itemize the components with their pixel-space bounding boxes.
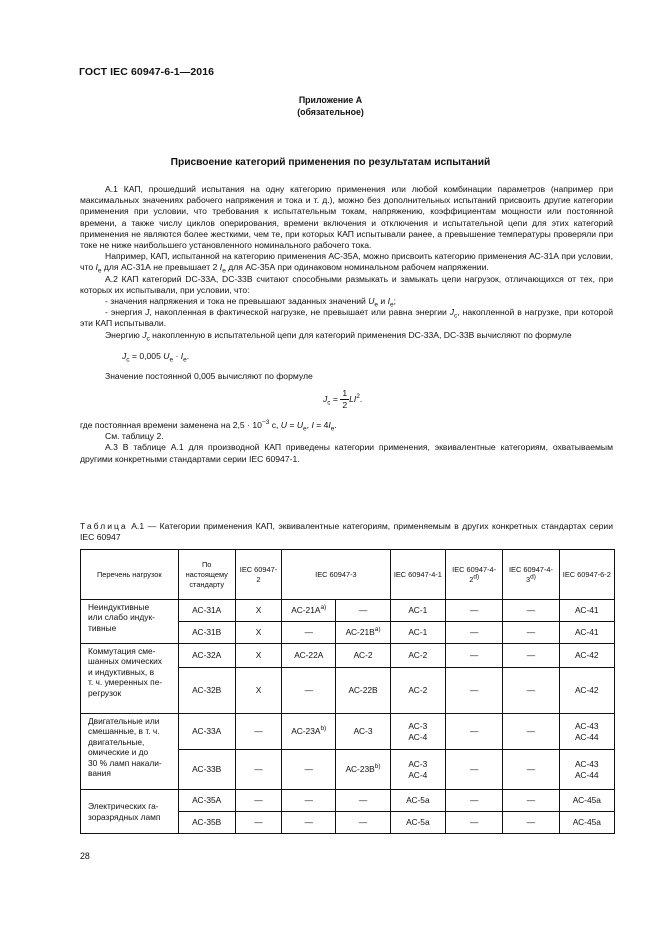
paragraph-constant: Значение постоянной 0,005 вычисляют по формуле [105,370,313,381]
table-cell: АС-41 [559,600,614,622]
table-row [81,644,615,668]
table-row [81,600,615,622]
table-cell: АС-32В [178,668,235,714]
table-cell: АС-43 АС-44 [559,714,614,750]
paragraph-energy: Энергию $J_c$ накопленную в испытательной цепи для категорий применения DC-33А, DC-33В вычисляют по формуле [105,329,572,343]
header-iec-6-2: IEC 60947-6-2 [559,550,614,600]
table-cell: — [446,622,503,644]
table-cell: АС-33В [178,750,235,790]
table-cell: X [235,600,281,622]
load-group-mixed: Коммутация сме- шанных омических и индуктивных, в т. ч. умеренных пе- регрузок [81,644,179,714]
appendix-title: Приложение А [298,95,363,105]
header-iec-4-1: IEC 60947-4-1 [390,550,445,600]
table-cell: — [503,668,559,714]
table-header-row [81,550,615,600]
table-cell: АС-3 [336,714,390,750]
table-cell: АС-1 [390,622,445,644]
standard-header: ГОСТ IEC 60947-6-1—2016 [79,66,215,78]
table-cell: $АС-23В^{b)}$ [336,750,390,790]
load-group-motor: Двигательные или смешанные, в т. ч. двигательные, омические и до 30 % ламп накали- вания [81,714,179,790]
table-cell: АС-3 АС-4 [390,750,445,790]
table-cell: АС-2 [390,644,445,668]
paragraph-where: где постоянная времени заменена на $2,5 \cdot 10^{-3}$ с, $U = U_e$, $I = 4I_e$. [80,419,337,433]
table-cell: АС-31В [178,622,235,644]
formula-constant: $J_c$ = $\frac{1}{2}$ $LI^2$. [323,388,363,411]
table-cell: — [235,812,281,834]
table-cell: АС-1 [390,600,445,622]
load-group-discharge-lamps: Электрических га- зоразрядных ламп [81,790,179,834]
header-iec-4-3: IEC 60947-4-3$^{d)}$ [503,550,559,600]
table-cell: АС-41 [559,622,614,644]
page-number: 28 [80,851,90,861]
table-cell: АС-33А [178,714,235,750]
table-cell: АС-2 [336,644,390,668]
categories-table [80,549,615,834]
table-cell: — [235,714,281,750]
load-group-noninductive: Неиндуктивные или слабо индук- тивные [81,600,179,644]
table-cell: АС-45а [559,812,614,834]
table-cell: — [282,622,336,644]
table-cell: — [336,790,390,812]
paragraph-a2: А.2 КАП категорий DC-33А, DC-33В считают способными размыкать и замыкать цепи нагрузок, отличающихся от тех, при которых их испытывали, при условии, что: [80,273,613,295]
header-load: Перечень нагрузок [81,550,179,600]
table-cell: — [503,600,559,622]
table-cell: $АС-21А^{a)}$ [282,600,336,622]
table-cell: АС-42 [559,644,614,668]
table-cell: АС-42 [559,668,614,714]
table-cell: — [446,644,503,668]
table-cell: — [282,668,336,714]
table-cell: — [503,622,559,644]
paragraph-example: Например, КАП, испытанной на категорию применения АС-35А, можно присвоить категорию применения АС-31А при условии, что $I_e$ для АС-31А не превышает 2 $I_e$ для АС-35А при одинаковом номинальном рабочем напряжении. [80,251,613,276]
list-item-voltage: - значения напряжения и тока не превышают заданных значений $U_e$ и $I_e$; [105,296,397,309]
table-cell: АС-45а [559,790,614,812]
table-cell: АС-2 [390,668,445,714]
table-caption: Таблица А.1 — Категории применения КАП, эквивалентные категориям, применяемым в других конкретных стандартах серии IEC 60947 [80,521,613,543]
paragraph-a3: А.3 В таблице А.1 для производной КАП приведены категории применения, эквивалентные категориям, охватываемым другими конкретными стандартами серии IEC 60947-1. [80,442,613,464]
formula-energy: $J_c = 0,005$ $U_e \cdot I_e$. [122,350,190,364]
appendix-subtitle: (обязательное) [297,107,364,117]
table-cell: — [503,812,559,834]
table-cell: X [235,622,281,644]
table-cell: — [503,714,559,750]
header-iec-3: IEC 60947-3 [282,550,391,600]
table-cell: — [446,600,503,622]
table-cell: — [503,644,559,668]
header-iec-2: IEC 60947-2 [235,550,281,600]
table-cell: АС-5а [390,812,445,834]
table-cell: — [282,790,336,812]
table-cell: — [282,812,336,834]
table-row [81,714,615,750]
table-cell: — [336,600,390,622]
list-item-energy: - энергия J, накопленная в фактической нагрузке, не превышает или равна энергии $J_c$, накопленной в нагрузке, при которой эти КАП испытывали. [80,307,613,329]
table-cell: — [336,812,390,834]
fraction: $\frac{1}{2}$ [342,388,348,411]
table-cell: X [235,668,281,714]
paragraph-see-table: См. таблицу 2. [105,431,164,442]
table-cell: АС-3 АС-4 [390,714,445,750]
table-cell: — [446,812,503,834]
table-cell: АС-35В [178,812,235,834]
table-cell: X [235,644,281,668]
table-cell: — [446,714,503,750]
table-cell: АС-35А [178,790,235,812]
header-iec-4-2: IEC 60947-4-2$^{d)}$ [446,550,503,600]
table-cell: АС-43 АС-44 [559,750,614,790]
table-cell: АС-22В [336,668,390,714]
table-cell: АС-32А [178,644,235,668]
body-text [80,184,613,465]
table-cell: — [235,790,281,812]
table-cell: — [446,790,503,812]
header-this-standard: По настоящему стандарту [178,550,235,600]
section-title: Присвоение категорий применения по результатам испытаний [170,157,491,168]
table-cell: АС-5а [390,790,445,812]
table-cell: $АС-23А^{b)}$ [282,714,336,750]
table-cell: — [503,790,559,812]
table-cell: — [503,750,559,790]
table-cell: — [282,750,336,790]
table-cell: — [446,750,503,790]
table-cell: $АС-21В^{a)}$ [336,622,390,644]
table-cell: АС-31А [178,600,235,622]
paragraph-a1: А.1 КАП, прошедший испытания на одну категорию применения или любой комбинации параметров (например при максимальных значениях рабочего напряжения и тока и т. д.), можно без дополнительных испытаний присвоить другие категории применения при условии, что требования к испытательным токам, напряжению, коэффициентам мощности или постоянной времени, а также числу циклов оперирования, времени включения и отключения и испытательной цепи для этих категорий применения не являются более жесткими, чем те, при которых КАП испытывали ранее, а превышение температуры проверяли при токе не ниже наибольшего установленного номинального рабочего тока. [80,184,613,251]
table-cell: — [235,750,281,790]
table-row [81,790,615,812]
table-cell: — [446,668,503,714]
table-cell: АС-22А [282,644,336,668]
